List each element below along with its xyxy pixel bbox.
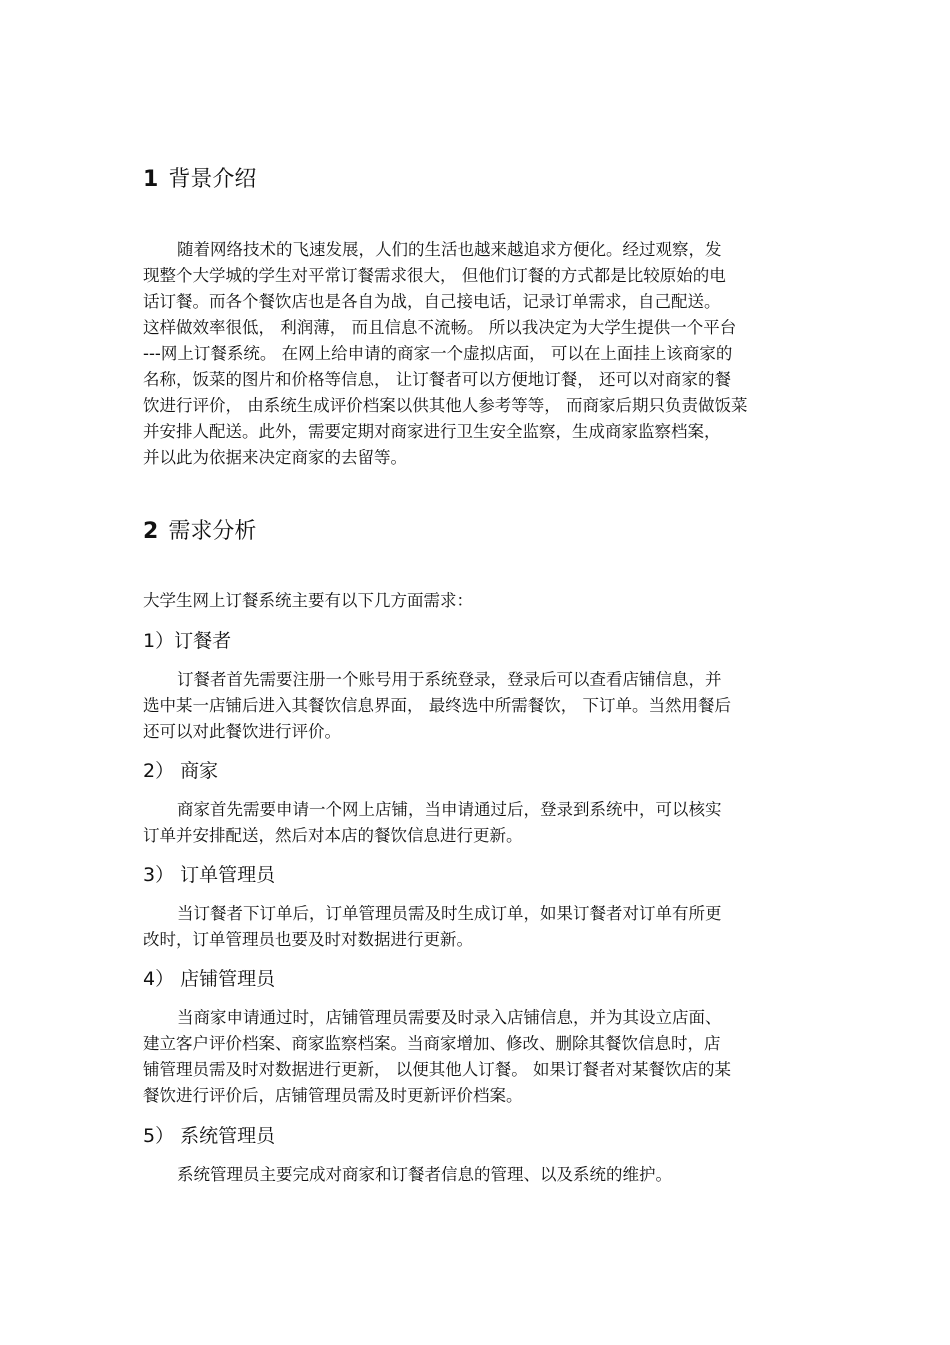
section-title: 背景介绍 [168, 167, 257, 192]
paragraph-line: 系统管理员主要完成对商家和订餐者信息的管理、以及系统的维护。 [177, 1165, 672, 1184]
section-title: 需求分析 [168, 519, 257, 544]
paragraph-line: 当订餐者下订单后，订单管理员需及时生成订单，如果订餐者对订单有所更 [177, 904, 722, 923]
role-heading: 1）订餐者 [143, 630, 232, 652]
section-heading-background [143, 162, 256, 193]
paragraph-line: 并安排人配送。此外，需要定期对商家进行卫生安全监察，生成商家监察档案， [143, 422, 721, 441]
paragraph-line: 铺管理员需及时对数据进行更新， 以便其他人订餐。 如果订餐者对某餐饮店的某 [143, 1060, 731, 1079]
role-heading: 2） 商家 [143, 760, 219, 782]
paragraph-line: 饮进行评价， 由系统生成评价档案以供其他人参考等等， 而商家后期只负责做饭菜 [143, 396, 748, 415]
paragraph-line: 现整个大学城的学生对平常订餐需求很大， 但他们订餐的方式都是比较原始的电 [143, 266, 726, 285]
paragraph-line: 话订餐。而各个餐饮店也是各自为战，自己接电话，记录订单需求，自己配送。 [143, 292, 721, 311]
paragraph-line: 还可以对此餐饮进行评价。 [143, 722, 341, 741]
paragraph-line: 餐饮进行评价后，店铺管理员需及时更新评价档案。 [143, 1086, 523, 1105]
paragraph-line: 并以此为依据来决定商家的去留等。 [143, 448, 407, 467]
paragraph-line: 名称，饭菜的图片和价格等信息， 让订餐者可以方便地订餐， 还可以对商家的餐 [143, 370, 731, 389]
role-heading: 5） 系统管理员 [143, 1125, 276, 1147]
paragraph-line: 商家首先需要申请一个网上店铺，当申请通过后，登录到系统中，可以核实 [177, 800, 722, 819]
section-heading-requirements [143, 514, 256, 545]
paragraph-line: 随着网络技术的飞速发展，人们的生活也越来越追求方便化。经过观察，发 [177, 240, 722, 259]
paragraph-line: 订单并安排配送，然后对本店的餐饮信息进行更新。 [143, 826, 523, 845]
paragraph-line: 改时，订单管理员也要及时对数据进行更新。 [143, 930, 473, 949]
paragraph-line: ---网上订餐系统。 在网上给申请的商家一个虚拟店面， 可以在上面挂上该商家的 [143, 344, 733, 363]
section-number: 1 [143, 167, 159, 192]
role-heading: 3） 订单管理员 [143, 864, 276, 886]
paragraph-line: 建立客户评价档案、商家监察档案。当商家增加、修改、删除其餐饮信息时，店 [143, 1034, 721, 1053]
section-number: 2 [143, 519, 159, 544]
requirements-intro: 大学生网上订餐系统主要有以下几方面需求： [143, 591, 473, 610]
paragraph-line: 这样做效率很低， 利润薄， 而且信息不流畅。 所以我决定为大学生提供一个平台 [143, 318, 737, 337]
paragraph-line: 当商家申请通过时，店铺管理员需要及时录入店铺信息，并为其设立店面、 [177, 1008, 722, 1027]
role-heading: 4） 店铺管理员 [143, 968, 276, 990]
paragraph-line: 订餐者首先需要注册一个账号用于系统登录，登录后可以查看店铺信息，并 [177, 670, 722, 689]
paragraph-line: 选中某一店铺后进入其餐饮信息界面， 最终选中所需餐饮， 下订单。当然用餐后 [143, 696, 731, 715]
